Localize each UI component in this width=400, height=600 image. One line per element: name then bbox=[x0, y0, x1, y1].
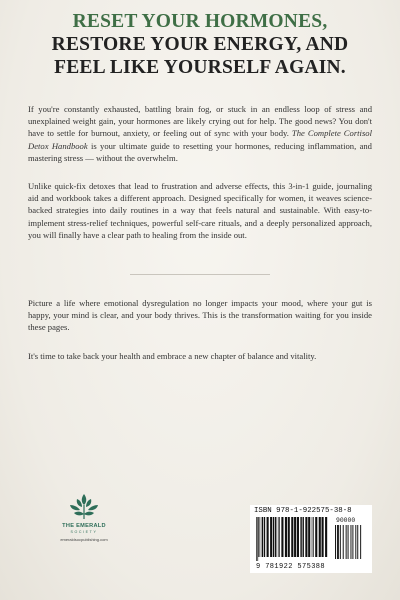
barcode-bar bbox=[281, 517, 283, 557]
price-code: 90000 bbox=[336, 517, 356, 524]
barcode-bar bbox=[260, 517, 261, 557]
barcode-bar bbox=[258, 517, 259, 557]
barcode-bar bbox=[337, 525, 338, 559]
barcode-bar bbox=[308, 517, 310, 557]
isbn-label: ISBN 978-1-922575-38-8 bbox=[254, 507, 352, 515]
barcode-bar bbox=[348, 525, 349, 559]
barcode-bar bbox=[303, 517, 304, 557]
barcode-bar bbox=[305, 517, 307, 557]
barcode-bar bbox=[270, 517, 272, 557]
publisher-name: THE EMERALD bbox=[62, 523, 106, 529]
ean-digits: 9 781922 575388 bbox=[256, 563, 326, 571]
barcode-bar bbox=[352, 525, 353, 559]
headline bbox=[20, 10, 380, 79]
intro-text-start: If you're constantly exhausted, battling brain fog, or stuck in an endless loop of stress and unexplained weight gain, your hormones are likely crying out for help. The good news? You don't have to settle for burnout, anxiety, or feeling out of sync with your body. bbox=[28, 104, 372, 139]
barcode-bar bbox=[291, 517, 293, 557]
barcode-bar bbox=[297, 517, 299, 557]
ean-barcode bbox=[256, 517, 330, 563]
barcode-bar bbox=[312, 517, 313, 557]
barcode-bar bbox=[360, 525, 361, 559]
barcode-bar bbox=[262, 517, 263, 557]
intro-paragraph bbox=[28, 103, 372, 164]
publisher-website: emeraldsocpublishing.com bbox=[60, 537, 108, 542]
intro-text-end: is your ultimate guide to resetting your hormones, reducing inflammation, and mastering stress — without the overwhelm. bbox=[28, 140, 372, 163]
addon-barcode bbox=[335, 525, 365, 563]
transformation-paragraph: Picture a life where emotional dysregulation no longer impacts your mood, where your gut is happy, your mind is clear, and your body thrives. This is the transformation waiting for you inside these pages. bbox=[28, 298, 372, 333]
barcode-bar bbox=[267, 517, 269, 557]
barcode-bar bbox=[294, 517, 296, 557]
divider-line bbox=[130, 274, 270, 275]
barcode-bar bbox=[313, 517, 314, 557]
barcode-bar bbox=[288, 517, 290, 557]
barcode-bar bbox=[273, 517, 274, 557]
closing-paragraph: It's time to take back your health and embrace a new chapter of balance and vitality. bbox=[28, 351, 317, 361]
barcode-bar bbox=[279, 517, 280, 557]
leaf-sprout-icon bbox=[66, 492, 102, 522]
headline-line-1: RESET YOUR HORMONES, bbox=[72, 11, 328, 32]
barcode-bar bbox=[335, 525, 336, 559]
headline-line-2: RESTORE YOUR ENERGY, AND bbox=[51, 34, 349, 55]
barcode-bar bbox=[340, 525, 341, 559]
barcode-bar bbox=[346, 525, 347, 559]
barcode-bar bbox=[257, 517, 258, 561]
barcode-bar bbox=[256, 517, 257, 561]
barcode-bar bbox=[355, 525, 356, 559]
headline-line-3: FEEL LIKE YOURSELF AGAIN. bbox=[54, 57, 346, 78]
barcode-bar bbox=[350, 525, 351, 559]
barcode-bar bbox=[325, 517, 327, 557]
barcode-bar bbox=[264, 517, 265, 557]
barcode-bar bbox=[338, 525, 339, 559]
book-title: The Complete Cortisol Detox Handbook bbox=[28, 128, 372, 151]
barcode-bar bbox=[300, 517, 301, 557]
barcode-bar bbox=[319, 517, 321, 557]
barcode-bar bbox=[315, 517, 317, 557]
barcode-bar bbox=[278, 517, 279, 557]
barcode-bar bbox=[357, 525, 358, 559]
barcode-bar bbox=[343, 525, 344, 559]
barcode-bar bbox=[275, 517, 276, 557]
barcode-bar bbox=[285, 517, 287, 557]
barcode-bar bbox=[322, 517, 324, 557]
approach-paragraph: Unlike quick-fix detoxes that lead to frustration and adverse effects, this 3-in-1 guide, journaling aid and workbook takes a different approach. Designed specifically for women, it weaves science-backed strategies into daily routines in a way that feels natural and sustainable. With easy-to-implement stress-relief techniques, powerful self-care rituals, and a deeply personalized approach, you will finally have a clear path to healing from the inside out. bbox=[28, 181, 372, 240]
publisher-logo bbox=[52, 492, 116, 542]
publisher-name-sub: SOCIETY bbox=[70, 530, 98, 534]
